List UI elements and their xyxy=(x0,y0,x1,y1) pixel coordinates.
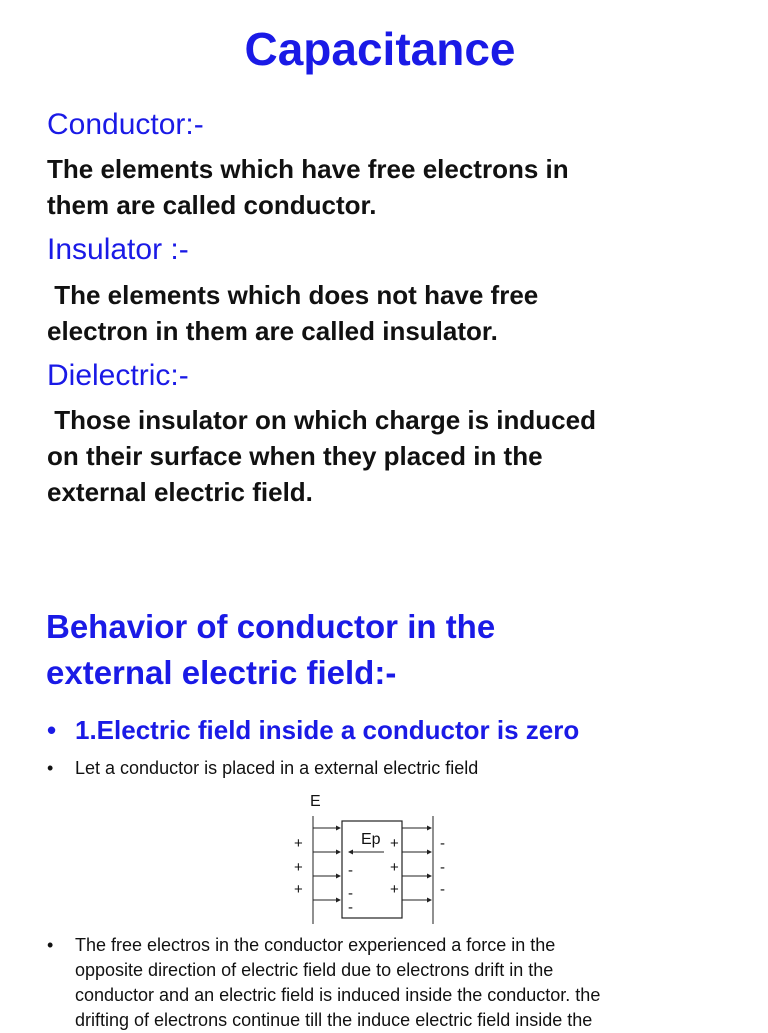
left-plus-sign: + xyxy=(294,859,303,876)
sub-bullet-line: opposite direction of electric field due to electrons drift in the xyxy=(75,960,554,980)
induced-minus-sign: - xyxy=(348,885,353,902)
conductor-line: The elements which have free electrons in xyxy=(47,154,569,184)
field-label-e: E xyxy=(310,793,321,810)
induced-minus-sign: - xyxy=(348,899,353,916)
induced-plus-sign: + xyxy=(390,835,399,852)
right-minus-sign: - xyxy=(440,881,445,898)
main-bullet xyxy=(47,715,579,746)
left-plus-sign: + xyxy=(294,881,303,898)
sub-bullet-line: The free electros in the conductor experienced a force in the xyxy=(75,935,556,955)
behavior-heading-line: external electric field:- xyxy=(46,654,397,691)
dielectric-definition xyxy=(47,402,747,510)
field-lines-left xyxy=(313,826,341,903)
page-title: Capacitance xyxy=(244,23,516,75)
left-plus-sign: + xyxy=(294,835,303,852)
induced-plus-sign: + xyxy=(390,881,399,898)
induced-field-arrowhead xyxy=(348,850,353,855)
insulator-heading: Insulator :- xyxy=(47,233,189,266)
sub-bullet-second xyxy=(47,933,600,1033)
induced-plus-sign: + xyxy=(390,859,399,876)
bullet-marker: • xyxy=(47,935,54,955)
bullet-marker: • xyxy=(47,715,57,745)
sub-bullet-line: drifting of electrons continue till the induce electric field inside the xyxy=(75,1010,593,1030)
insulator-definition xyxy=(47,277,747,349)
behavior-heading xyxy=(46,604,495,696)
sub-bullet-first xyxy=(47,756,478,781)
right-minus-sign: - xyxy=(440,859,445,876)
right-minus-sign: - xyxy=(440,835,445,852)
dielectric-line: Those insulator on which charge is induced xyxy=(47,405,596,435)
dielectric-line: on their surface when they placed in the xyxy=(47,441,543,471)
conductor-definition xyxy=(47,151,747,223)
induced-field-label: Ep xyxy=(361,831,381,848)
dielectric-heading: Dielectric:- xyxy=(47,359,189,392)
dielectric-line: external electric field. xyxy=(47,477,313,507)
behavior-heading-line: Behavior of conductor in the xyxy=(46,608,496,645)
conductor-heading: Conductor:- xyxy=(47,108,204,141)
bullet-marker: • xyxy=(47,758,54,778)
conductor-field-diagram xyxy=(280,786,470,926)
main-bullet-text: 1.Electric field inside a conductor is zero xyxy=(75,715,580,745)
conductor-line: them are called conductor. xyxy=(47,190,377,220)
sub-bullet-text: Let a conductor is placed in a external electric field xyxy=(75,758,479,778)
sub-bullet-line: conductor and an electric field is induced inside the conductor. the xyxy=(75,985,601,1005)
insulator-line: electron in them are called insulator. xyxy=(47,316,498,346)
field-lines-right xyxy=(402,826,432,903)
insulator-line: The elements which does not have free xyxy=(47,280,539,310)
induced-minus-sign: - xyxy=(348,862,353,879)
